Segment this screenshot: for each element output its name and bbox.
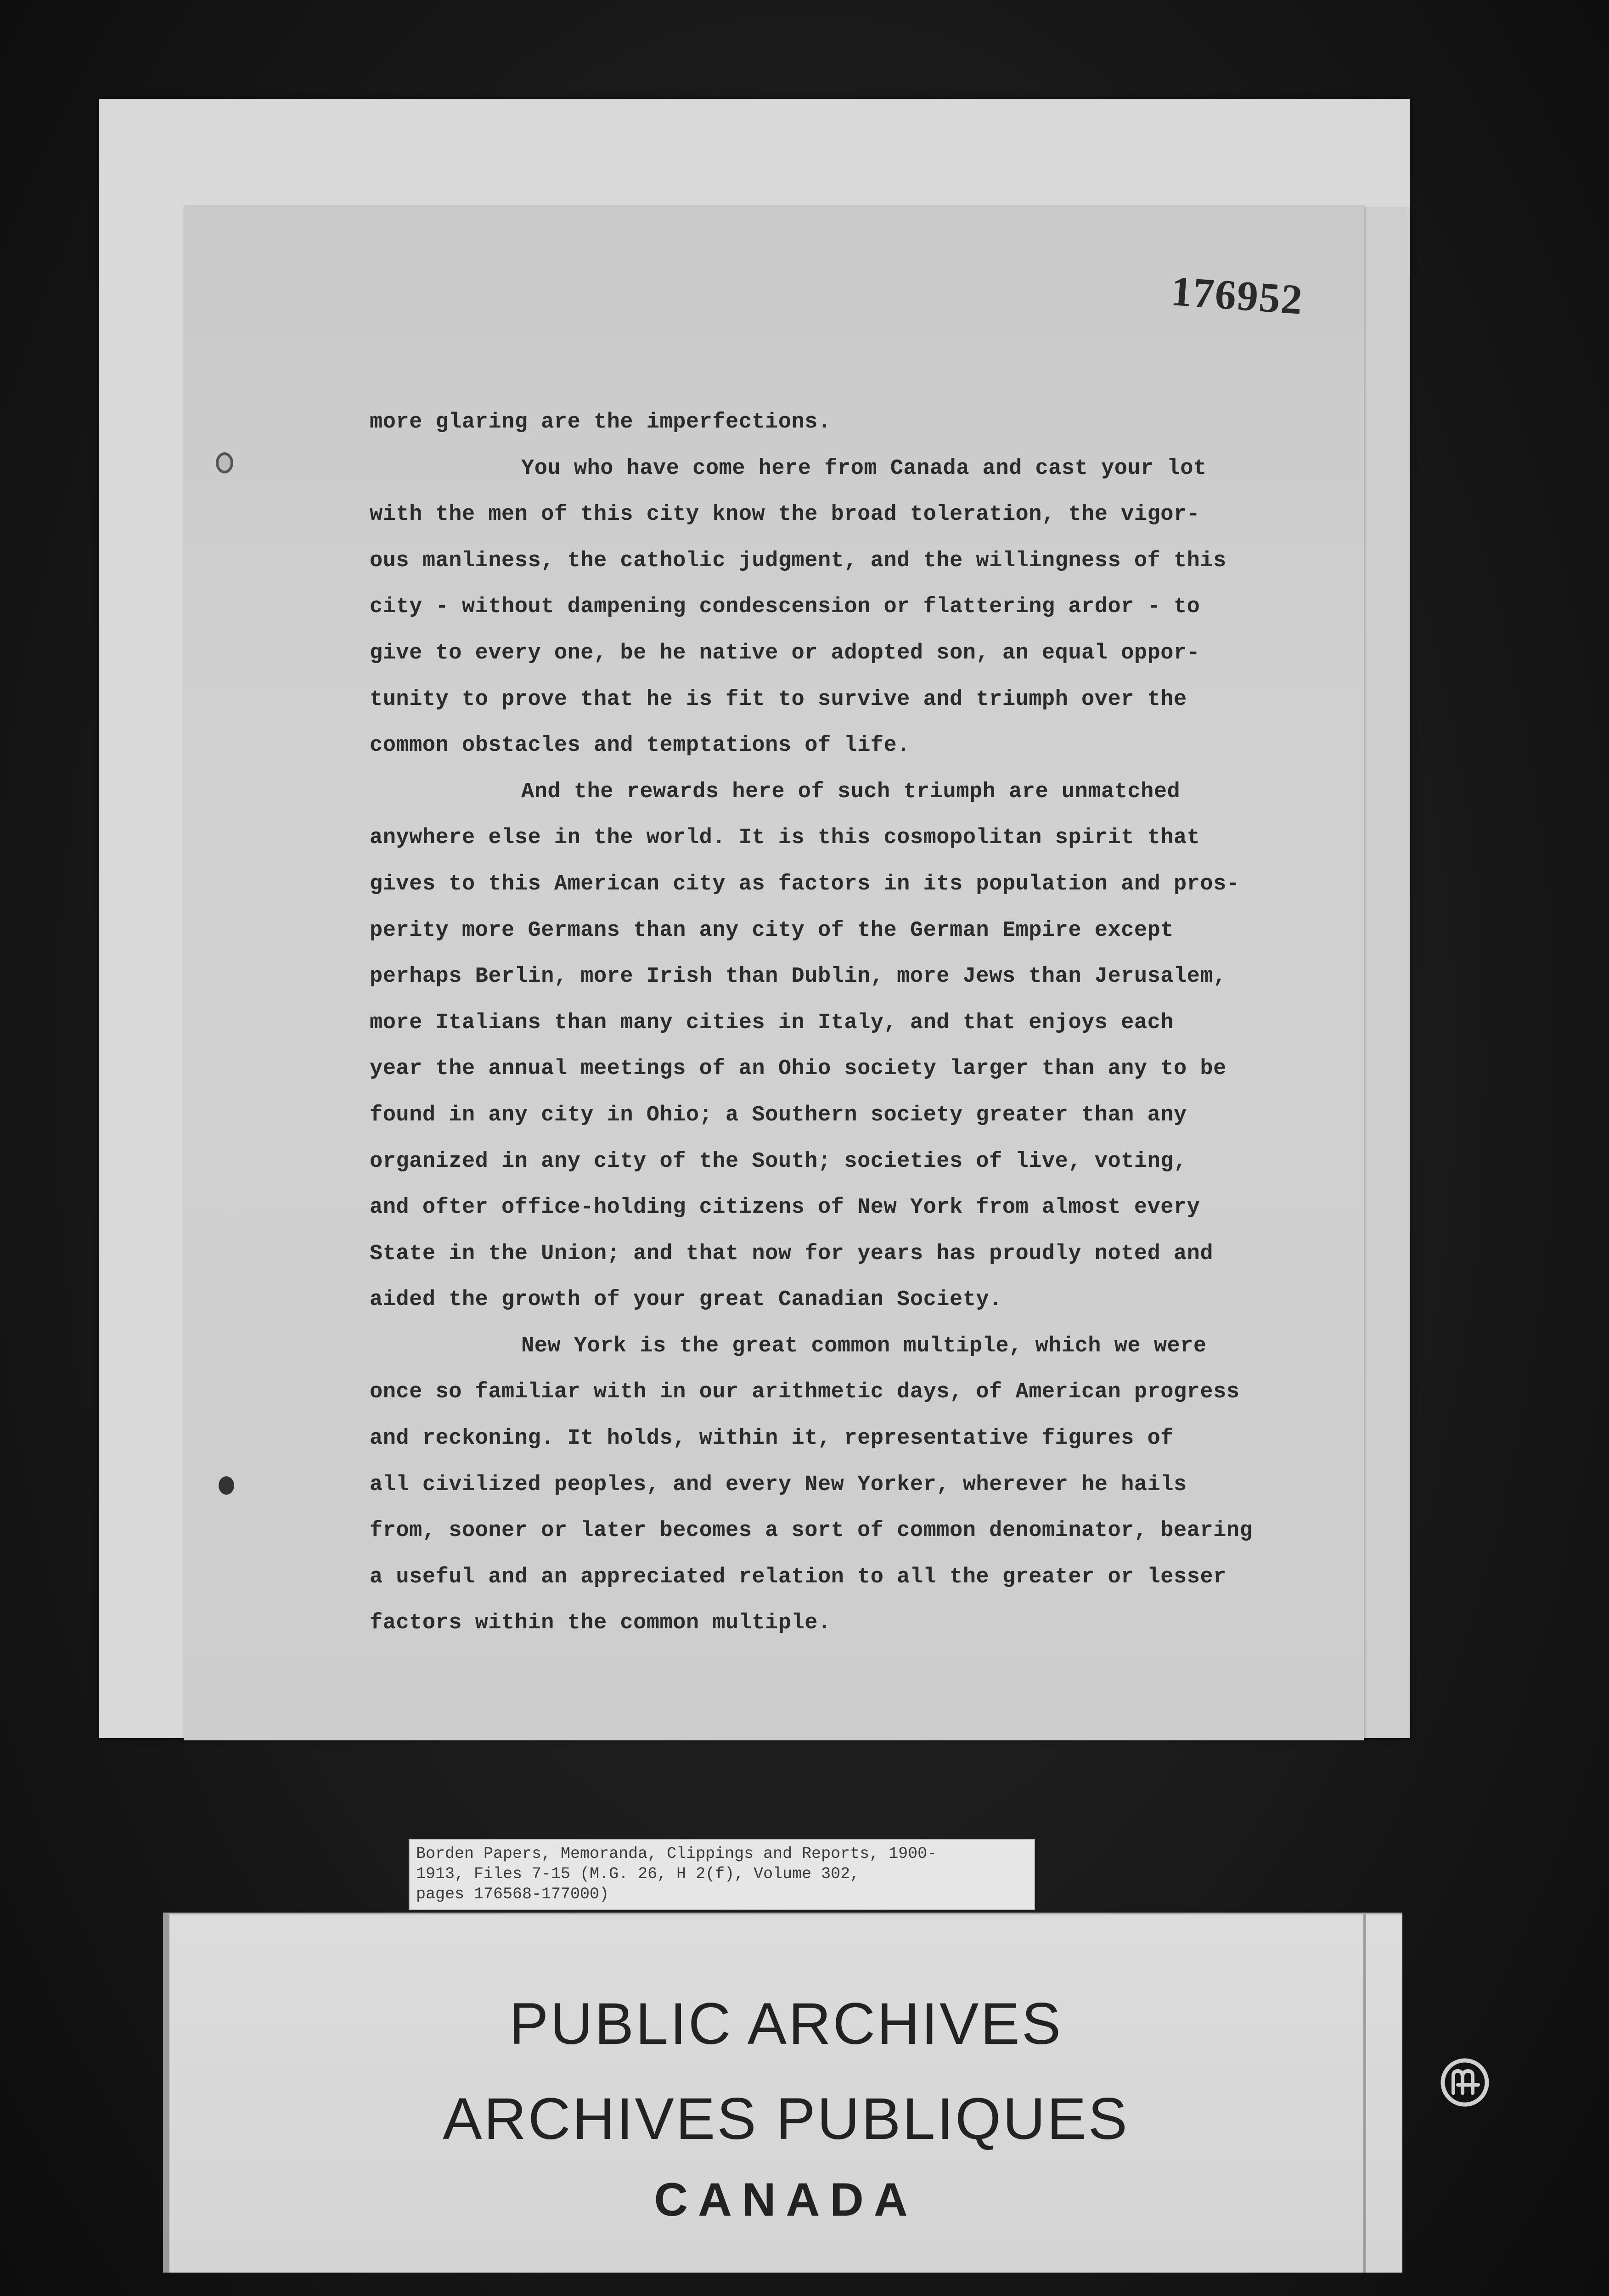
text-line: And the rewards here of such triumph are unmatched — [521, 779, 1181, 804]
reference-label — [409, 1839, 1035, 1910]
punch-hole-icon — [216, 452, 233, 473]
text-line: tunity to prove that he is fit to survive and triumph over the — [370, 687, 1187, 712]
text-line: with the men of this city know the broad toleration, the vigor- — [370, 502, 1200, 527]
text-line: aided the growth of your great Canadian Society. — [370, 1288, 1002, 1312]
text-line: more Italians than many cities in Italy, and that enjoys each — [370, 1010, 1174, 1035]
text-line: common obstacles and temptations of life. — [370, 733, 910, 758]
text-line: perity more Germans than any city of the German Empire except — [370, 918, 1174, 943]
text-line: once so familiar with in our arithmetic days, of American progress — [370, 1380, 1240, 1405]
text-line: found in any city in Ohio; a Southern society greater than any — [370, 1103, 1187, 1127]
text-line: a useful and an appreciated relation to all the greater or lesser — [370, 1564, 1226, 1589]
text-line: year the annual meetings of an Ohio society larger than any to be — [370, 1057, 1226, 1081]
text-line: perhaps Berlin, more Irish than Dublin, more Jews than Jerusalem, — [370, 964, 1226, 989]
text-line: all civilized peoples, and every New Yorker, wherever he hails — [370, 1472, 1187, 1497]
text-line: ous manliness, the catholic judgment, and the willingness of this — [370, 548, 1226, 573]
text-line: and ofter office-holding citizens of New York from almost every — [370, 1195, 1200, 1220]
archive-title-english: PUBLIC ARCHIVES — [509, 1991, 1063, 2057]
text-line: factors within the common multiple. — [370, 1611, 831, 1636]
text-line: from, sooner or later becomes a sort of common denominator, bearing — [370, 1519, 1253, 1543]
archives-canada-logo-icon — [1440, 2057, 1490, 2108]
reference-line: Borden Papers, Memoranda, Clippings and Reports, 1900- — [416, 1845, 937, 1863]
reference-line: pages 176568-177000) — [416, 1885, 609, 1903]
text-line: anywhere else in the world. It is this cosmopolitan spirit that — [370, 826, 1200, 850]
archive-stamp-card — [163, 1913, 1402, 2273]
text-line: city - without dampening condescension or flattering ardor - to — [370, 595, 1200, 619]
archive-title-french: ARCHIVES PUBLIQUES — [443, 2086, 1129, 2152]
text-line: State in the Union; and that now for years has proudly noted and — [370, 1241, 1214, 1266]
punch-hole-icon — [219, 1476, 234, 1495]
reference-label-text — [416, 1844, 937, 1904]
text-line: New York is the great common multiple, which we were — [521, 1334, 1207, 1358]
text-line: give to every one, be he native or adopted son, an equal oppor- — [370, 641, 1200, 665]
text-line: gives to this American city as factors in its population and pros- — [370, 872, 1240, 896]
text-line: more glaring are the imperfections. — [370, 410, 831, 434]
text-line: and reckoning. It holds, within it, representative figures of — [370, 1426, 1174, 1451]
page-number: 176952 — [1169, 267, 1305, 323]
reference-line: 1913, Files 7-15 (M.G. 26, H 2(f), Volume 302, — [416, 1865, 860, 1883]
text-line: organized in any city of the South; societies of live, voting, — [370, 1149, 1187, 1174]
letter-body — [370, 400, 1297, 1647]
text-line: You who have come here from Canada and cast your lot — [521, 456, 1207, 481]
archive-country: CANADA — [654, 2173, 918, 2226]
